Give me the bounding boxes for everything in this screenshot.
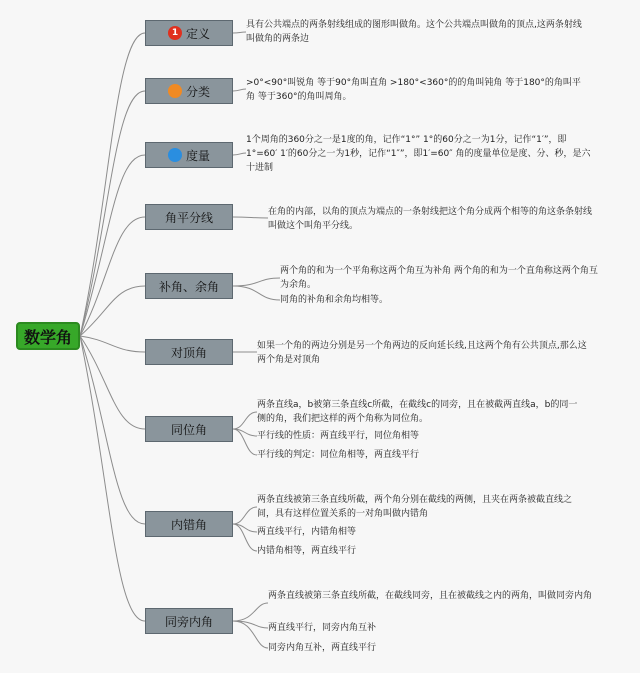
orange-circle-icon: [168, 84, 182, 98]
node-label: 对顶角: [170, 345, 207, 360]
supplementary-text-2: 同角的补角和余角均相等。: [280, 295, 389, 305]
link-root-definition: [80, 33, 145, 336]
node-bisector[interactable]: [145, 204, 233, 230]
node-definition[interactable]: [145, 20, 233, 46]
link-root-alternate: [80, 336, 145, 524]
bisector-text: 在角的内部，以角的顶点为端点的一条射线把这个角分成两个相等的角这条条射线叫做这个叫角平分线。: [268, 207, 593, 231]
link-root-classification: [80, 91, 145, 336]
node-classification[interactable]: [145, 78, 233, 104]
link-supplementary-1: [233, 278, 280, 286]
link-root-measure: [80, 155, 145, 336]
consecutive-text-3: 同旁内角互补，两直线平行: [268, 643, 377, 653]
node-vertical[interactable]: [145, 339, 233, 365]
link-corresponding-1: [233, 412, 257, 429]
corresponding-text-1: 两条直线a，b被第三条直线c所截，在截线c的同旁，且在被截两直线a，b的同一侧的角，我们把这样的两个角称为同位角。: [257, 400, 578, 424]
measure-text: 1个周角的360分之一是1度的角，记作“1°” 1°的60分之一为1分，记作“1′”，即1°=60′ 1′的60分之一为1秒，记作“1″”，即1′=60″ 角的度量单位是度、分、秒，是六十进制: [246, 135, 591, 173]
node-label: 度量: [185, 148, 210, 163]
blue-circle-icon: [168, 148, 182, 162]
node-label: 内错角: [170, 517, 207, 532]
link-classification-text: [233, 89, 246, 91]
link-alternate-1: [233, 507, 257, 524]
node-label: 补角、余角: [158, 279, 219, 294]
alternate-text-2: 两直线平行，内错角相等: [257, 527, 357, 537]
link-definition-text: [233, 32, 246, 33]
consecutive-text-1: 两条直线被第三条直线所截，在截线同旁，且在被截线之内的两角，叫做同旁内角: [268, 591, 593, 601]
supplementary-text-1: 两个角的和为一个平角称这两个角互为补角 两个角的和为一个直角称这两个角互为余角。: [280, 266, 598, 290]
node-consecutive[interactable]: [145, 608, 233, 634]
node-label: 定义: [185, 26, 210, 41]
node-measure[interactable]: [145, 142, 233, 168]
classification-text: >0°<90°叫锐角 等于90°角叫直角 >180°<360°的的角叫钝角 等于180°的角叫平角 等于360°的角叫周角。: [246, 78, 581, 102]
link-bisector-text: [233, 217, 268, 218]
node-label: 同位角: [170, 422, 207, 437]
alternate-text-1: 两条直线被第三条直线所截，两个角分别在截线的两侧，且夹在两条被截直线之间，具有这样位置关系的一对角叫做内错角: [257, 495, 573, 519]
link-root-consecutive: [80, 336, 145, 621]
root-node[interactable]: [16, 322, 80, 350]
definition-text: 具有公共端点的两条射线组成的图形叫做角。这个公共端点叫做角的顶点,这两条射线叫做角的两条边: [246, 20, 582, 44]
node-alternate[interactable]: [145, 511, 233, 537]
alternate-text-3: 内错角相等，两直线平行: [257, 546, 357, 556]
vertical-text: 如果一个角的两边分别是另一个角两边的反向延长线,且这两个角有公共顶点,那么这两个角是对顶角: [257, 341, 587, 365]
root-label: 数学角: [23, 327, 72, 347]
link-root-bisector: [80, 217, 145, 336]
consecutive-text-2: 两直线平行，同旁内角互补: [268, 623, 377, 633]
link-consecutive-1: [233, 603, 268, 621]
node-label: 角平分线: [164, 210, 213, 225]
link-measure-text: [233, 153, 246, 155]
corresponding-text-3: 平行线的判定：同位角相等，两直线平行: [257, 450, 420, 460]
node-label: 分类: [185, 84, 210, 99]
link-root-corresponding: [80, 336, 145, 429]
link-root-vertical: [80, 336, 145, 352]
node-supplementary[interactable]: [145, 273, 233, 299]
priority-1-icon: 1: [168, 26, 182, 40]
link-supplementary-2: [233, 286, 280, 300]
link-consecutive-3: [233, 621, 268, 648]
node-label: 同旁内角: [164, 614, 213, 629]
corresponding-text-2: 平行线的性质：两直线平行，同位角相等: [257, 431, 420, 441]
node-corresponding[interactable]: [145, 416, 233, 442]
